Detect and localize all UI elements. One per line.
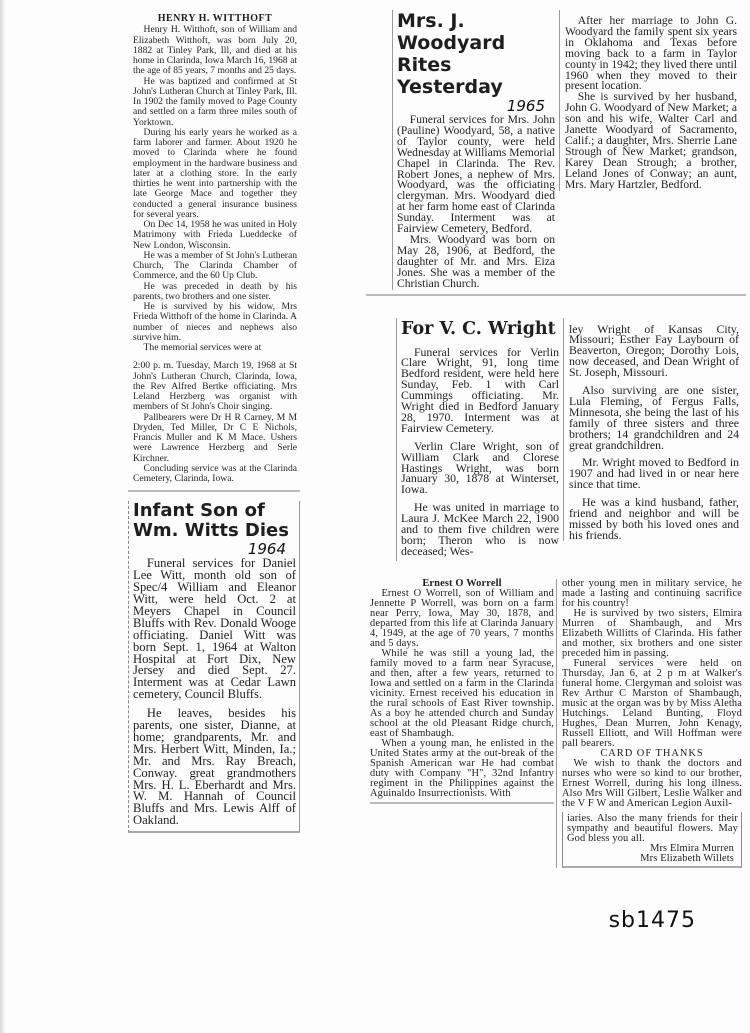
paragraph: When a young man, he enlisted in the United States army at the out-break of the Spanish American war He had combat duty with Company "H", 32nd Infantry regiment in the Philippines against the Aguinaldo Insurrectionists. With xyxy=(370,737,554,799)
worrell-col2 xyxy=(562,579,742,749)
wright-col1 xyxy=(401,344,559,558)
worrell-col1 xyxy=(370,589,554,799)
infant-body xyxy=(133,558,296,827)
paragraph: He is survived by two sisters, Elmira Murren of Shambaugh, and Mrs Elizabeth Willitts of Clarinda. His father and mother, six brothers and one sister preceded him in passing. xyxy=(562,607,742,659)
paragraph: Funeral services for Daniel Lee Witt, month old son of Spec/4 William and Eleanor Witt, were held Oct. 2 at Meyers Chapel in Council Bluffs with Rev. Donald Wooge officiating. Daniel Witt was born Sept. 1, 1964 at Walton Hospital at Fort Dix, New Jersey and died Sept. 27. Interment was at Cedar Lawn cemetery, Council Bluffs. xyxy=(133,556,296,702)
witthoft-obituary xyxy=(133,14,297,484)
worrell-obituary xyxy=(366,579,746,868)
paragraph: While he was still a young lad, the family moved to a farm near Syracuse, and then, after a few years, returned to Iowa and settled on a farm in the Clarinda vicinity. Ernest received his education in the rural schools of East River township. As a boy he attended church and Sunday school at the old Pleasant Ridge church, east of Shambaugh. xyxy=(370,647,554,739)
handwritten-year-1965: 1965 xyxy=(506,97,545,115)
paragraph: He was a kind husband, father, friend and neighbor and will be missed by both his loved ones and his friends. xyxy=(569,495,739,542)
paragraph: After her marriage to John G. Woodyard the family spent six years in Oklahoma and Texas before moving back to a farm in Taylor county in 1942; they lived there until 1960 when they moved to their present location. xyxy=(565,14,737,93)
paragraph: Mr. Wright moved to Bedford in 1907 and had lived in or near here since that time. xyxy=(569,455,739,492)
handwritten-page-mark: sb1475 xyxy=(608,907,696,933)
wright-obituary xyxy=(366,318,746,561)
paragraph: She is survived by her husband, John G. Woodyard of New Market; a son and his wife, Walter Carl and Janette Woodyard of Sacramento, Calif.; a daughter, Mrs. Sherrie Lane Strough of New Market; grandson, Karey Dean Strough; a brother, Leland Jones of Conway; an aunt, Mrs. Mary Hartzler, Bedford. xyxy=(565,90,737,191)
paragraph: During his early years he worked as a farm laborer and farmer. About 1920 he moved to Clarinda where he found employment in the hardware business and later at a clothing store. In the early thirties he went into partnership with the late George Mace and together they conducted a general insurance business for several years. xyxy=(133,126,297,220)
worrell-col2-wrap xyxy=(556,579,742,868)
paragraph: Concluding service was at the Clarinda Cemetery, Clarinda, Iowa. xyxy=(133,462,297,484)
paragraph: He was a member of St John's Lutheran Church, The Clarinda Chamber of Commerce, and the 60 Up Club. xyxy=(133,249,297,282)
right-column xyxy=(366,10,746,933)
worrell-title: Ernest O Worrell xyxy=(422,577,502,589)
paragraph: Verlin Clare Wright, son of William Clark and Clorese Hastings Wright, was born January 30, 1878 at Winterset, Iowa. xyxy=(401,438,559,497)
paragraph: other young men in military service, he made a lasting and continuing sacrifice for his country! xyxy=(562,577,742,609)
woodyard-col2 xyxy=(565,16,737,191)
infant-witt-obituary xyxy=(128,501,300,833)
paragraph: Ernest O Worrell, son of William and Jennette P Worrell, was born on a farm near Perry, Iowa, May 30, 1878, and departed from this life at Clarinda January 4, 1949, at the age of 70 years, 7 months and 5 days. xyxy=(370,587,554,649)
card-of-thanks-text: We wish to thank the doctors and nurses who were so kind to our brother, Ernest Worrell, during his long illness. Also Mrs Will Gilbert, Leslie Walker and the V F W and American Legion Auxil- xyxy=(562,757,742,809)
wright-col1-wrap xyxy=(396,318,559,561)
paragraph: He leaves, besides his parents, one sister, Dianne, at home; grandparents, Mr. and Mrs. Herbert Witt, Minden, Ia.; Mr. and Mrs. Ray Breach, Conway. great grandmothers Mrs. H. L. Eberhardt and Mrs. W. M. Hannah of Council Bluffs and Mrs. Lewis Alff of Oakland. xyxy=(133,706,296,828)
paragraph: He was united in marriage to Laura J. McKee March 22, 1900 and to them five children were born; Theron who is now deceased; Wes- xyxy=(401,500,559,558)
paragraph: Pallbearers were Dr H R Carney, M M Dryden, Ted Miller, Dr C E Nichols, Francis Muller and K M Mace. Ushers were Lawrence Herzberg and Serle Kirchner. xyxy=(133,411,297,464)
paragraph: Henry H. Witthoft, son of William and Elizabeth Witthoft, was born July 20, 1882 at Tinley Park, Ill, and died at his home in Clarinda, Iowa March 16, 1968 at the age of 85 years, 7 months and 25 days. xyxy=(133,24,297,77)
woodyard-title: Mrs. J. Woodyard Rites Yesterday xyxy=(397,10,506,98)
paragraph: Funeral services for Verlin Clare Wright, 91, long time Bedford resident, were held here Sunday, Feb. 1 with Carl Cummings officiating. Mr. Wright died in Bedford January 28, 1970. Interment was at Fairview Cemetery. xyxy=(401,344,559,435)
handwritten-year-1964: 1964 xyxy=(247,540,286,559)
paragraph: Funeral services were held on Thursday, Jan 6, at 2 p m at Walker's funeral home. Clergyman and soloist was Rev Arthur C Marston of Shambaugh, music at the organ was by by Miss Aletha Hutchings. Leland Bunting, Floyd Hughes, Dean Murren, John Kenagy, Russell Elliott, and Will Hoffman were pall bearers. xyxy=(562,657,742,749)
wright-col2-wrap xyxy=(563,318,739,541)
signature-1: Mrs Elmira Murren xyxy=(650,842,734,854)
infant-title: Infant Son of Wm. Witts Dies xyxy=(133,500,289,542)
card-of-thanks-text-continued: iaries. Also the many friends for their sympathy and beautiful flowers. May God bless you all. xyxy=(567,812,738,844)
wright-title: For V. C. Wright xyxy=(401,318,556,339)
paragraph: The memorial services were at xyxy=(143,342,262,353)
paragraph: He was preceded in death by his parents, two brothers and one sister. xyxy=(133,280,297,302)
woodyard-col1 xyxy=(397,115,555,290)
paragraph: He was baptized and confirmed at St John's Lutheran Church at Tinley Park, Ill. In 1902 the family moved to Page County and settled on a farm three miles south of Yorktown. xyxy=(133,75,297,128)
woodyard-col1-wrap xyxy=(392,10,555,290)
card-of-thanks-continued xyxy=(562,812,742,868)
paragraph: Funeral services for Mrs. John (Pauline) Woodyard, 58, a native of Taylor county, were held Wednesday at Williams Memorial Chapel in Clarinda. The Rev. Robert Jones, a nephew of Mrs. Woodyard, was the officiating clergyman. Mrs. Woodyard died at her farm home east of Clarinda Sunday. Interment was at Fairview Cemetery, Bedford. xyxy=(397,113,555,236)
left-column xyxy=(128,14,300,833)
wright-col2 xyxy=(569,321,739,542)
signature-2: Mrs Elizabeth Willets xyxy=(640,852,734,864)
paragraph: On Dec 14, 1958 he was united in Holy Matrimony with Frieda Lueddecke of New London, Wisconsin. xyxy=(133,219,297,251)
worrell-col1-wrap xyxy=(370,579,554,804)
paragraph: He is survived by his widow, Mrs Frieda Witthoft of the home in Clarinda. A number of nieces and nephews also survive him. xyxy=(133,301,297,343)
paragraph: Mrs. Woodyard was born on May 28, 1906, at Bedford, the daughter of Mr. and Mrs. Eiza Jones. She was a member of the Christian Church. xyxy=(397,232,555,290)
paragraph: ley Wright of Kansas City, Missouri; Esther Fay Laybourn of Beaverton, Oregon; Dorothy Lois, now deceased, and Dean Wright of St. Joseph, Missouri. xyxy=(569,321,739,380)
paragraph: 2:00 p. m. Tuesday, March 19, 1968 at St John's Lutheran Church, Clarinda, Iowa, the Rev Alfred Bertke officiating. Mrs Leland Herzberg was organist with members of St John's Choir singing. xyxy=(133,360,297,413)
woodyard-col2-wrap xyxy=(559,10,737,191)
witthoft-body-part1 xyxy=(133,25,297,353)
paragraph: Also surviving are one sister, Lula Fleming, of Fergus Falls, Minnesota, she being the last of his family of three sisters and three brothers; 14 grandchildren and 24 great grandchildren. xyxy=(569,383,739,452)
witthoft-body-part2 xyxy=(133,361,297,484)
card-of-thanks-title: CARD OF THANKS xyxy=(600,747,704,759)
clipping-divider xyxy=(128,490,300,492)
witthoft-title: HENRY H. WITTHOFT xyxy=(157,13,273,24)
scan-edge-shadow xyxy=(0,0,6,1033)
woodyard-obituary xyxy=(366,10,746,296)
